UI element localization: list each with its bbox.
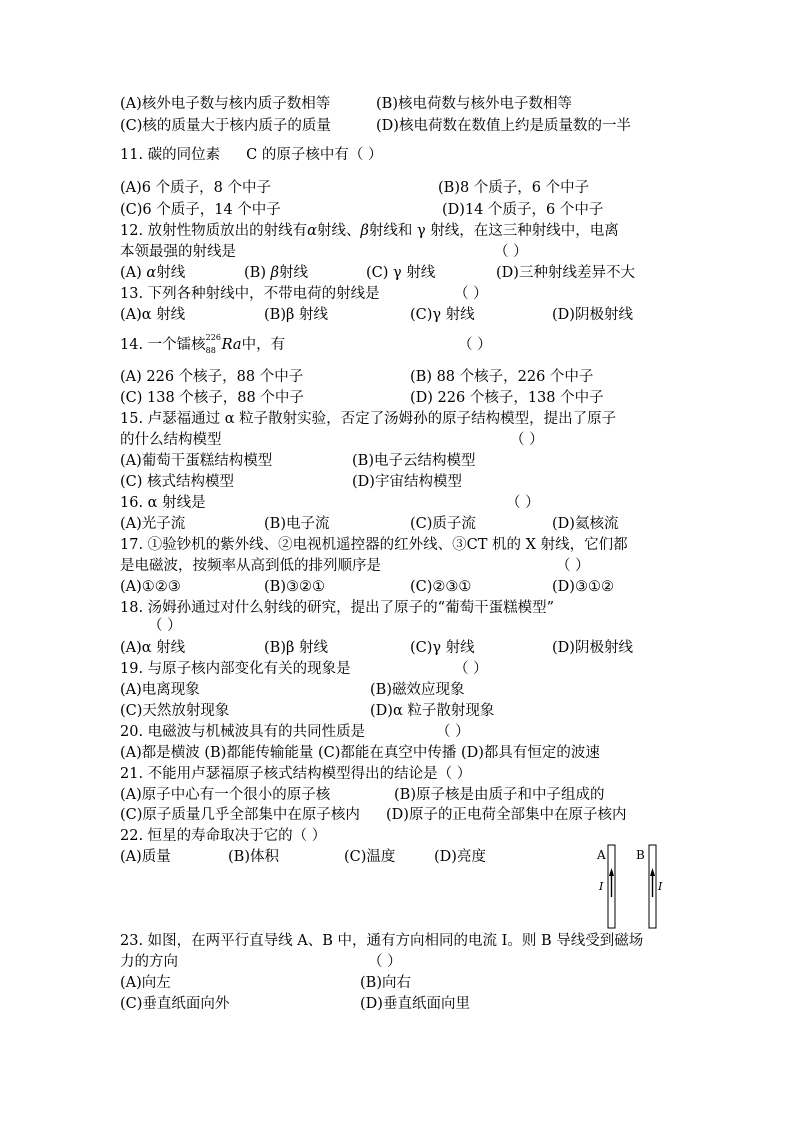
element-symbol: Ra — [221, 337, 242, 353]
q14-option-a: (A) 226 个核子，88 个中子 — [120, 369, 304, 385]
q13-option-a: (A)α 射线 — [120, 307, 186, 323]
q14-option-c: (C) 138 个核子，88 个中子 — [120, 390, 304, 406]
q15-option-a: (A)葡萄干蛋糕结构模型 — [120, 453, 273, 469]
q18-option-b: (B)β 射线 — [264, 640, 328, 656]
q19-answer-paren: （ ） — [454, 661, 488, 677]
q16-option-b: (B)电子流 — [264, 516, 330, 532]
q11-stem-post: C 的原子核中有（ ） — [246, 147, 383, 163]
q21-option-b: (B)原子核是由质子和中子组成的 — [394, 787, 605, 803]
q12-option-b — [244, 264, 308, 282]
q14-stem-post: 中，有 — [241, 337, 286, 353]
q17-stem-line1: 17. ①验钞机的紫外线、②电视机遥控器的红外线、③CT 机的 X 射线，它们都 — [120, 537, 628, 553]
q13-option-d: (D)阴极射线 — [552, 307, 633, 323]
q13-option-c: (C)γ 射线 — [410, 307, 475, 323]
q15-option-b: (B)电子云结构模型 — [352, 453, 476, 469]
q13-stem: 13. 下列各种射线中，不带电荷的射线是 — [120, 286, 380, 302]
q12-a-post: 射线 — [156, 265, 186, 281]
q11-stem — [120, 146, 382, 164]
q17-stem-line2: 是电磁波，按频率从高到低的排列顺序是 — [120, 558, 381, 574]
q19-option-c: (C)天然放射现象 — [120, 703, 230, 719]
current-a-label: I — [599, 880, 604, 893]
q17-option-a: (A)①②③ — [120, 579, 181, 595]
q17-option-d: (D)③①② — [552, 579, 614, 595]
q22-option-d: (D)亮度 — [434, 849, 486, 865]
q18-option-d: (D)阴极射线 — [552, 640, 633, 656]
q16-option-c: (C)质子流 — [410, 516, 476, 532]
q12-text-1: 12. 放射性物质放出的射线有 — [120, 223, 308, 239]
q23-option-b: (B)向右 — [360, 975, 411, 991]
q23-option-d: (D)垂直纸面向里 — [360, 996, 470, 1012]
q12-answer-paren: （ ） — [494, 244, 528, 260]
q16-stem: 16. α 射线是 — [120, 495, 206, 511]
q22-option-c: (C)温度 — [344, 849, 396, 865]
q21-option-a: (A)原子中心有一个很小的原子核 — [120, 787, 331, 803]
q20-answer-paren: （ ） — [436, 724, 470, 740]
q11-stem-pre: 11. 碳的同位素 — [120, 147, 221, 163]
q18-option-a: (A)α 射线 — [120, 640, 186, 656]
q15-option-c: (C) 核式结构模型 — [120, 474, 235, 490]
q14-option-d: (D) 226 个核子，138 个中子 — [410, 390, 604, 406]
q12-option-a — [120, 264, 185, 282]
q15-option-d: (D)宇宙结构模型 — [352, 474, 462, 490]
q12-stem-line1 — [120, 222, 619, 240]
radium-isotope — [205, 333, 222, 355]
q12-option-d: (D)三种射线差异不大 — [496, 265, 635, 281]
current-b-arrowhead-icon — [650, 868, 655, 876]
q22-stem: 22. 恒星的寿命取决于它的（ ） — [120, 828, 327, 844]
q21-option-d: (D)原子的正电荷全部集中在原子核内 — [386, 807, 627, 823]
atomic-number: 88 — [205, 346, 216, 355]
q11-option-d: (D)14 个质子，6 个中子 — [442, 202, 604, 218]
q22-option-b: (B)体积 — [228, 849, 279, 865]
q21-stem: 21. 不能用卢瑟福原子核式结构模型得出的结论是（ ） — [120, 766, 472, 782]
alpha-symbol: α — [307, 223, 317, 239]
q14-stem-pre: 14. 一个镭核 — [120, 337, 206, 353]
q18-stem: 18. 汤姆孙通过对什么射线的研究，提出了原子的“葡萄干蛋糕模型” — [120, 600, 554, 616]
q11-option-b: (B)8 个质子，6 个中子 — [438, 180, 590, 196]
q15-stem-line1: 15. 卢瑟福通过 α 粒子散射实验，否定了汤姆孙的原子结构模型，提出了原子 — [120, 411, 617, 427]
q14-option-b: (B) 88 个核子，226 个中子 — [410, 369, 594, 385]
mass-number: 226 — [205, 333, 221, 342]
current-a-arrowhead-icon — [609, 868, 614, 876]
q12-b-pre: (B) — [244, 265, 271, 281]
q19-option-a: (A)电离现象 — [120, 682, 200, 698]
q12-text-3: 射线和 γ 射线，在这三种射线中，电离 — [368, 223, 619, 239]
current-b-label: I — [658, 880, 663, 893]
q10-option-d: (D)核电荷数在数值上约是质量数的一半 — [376, 118, 631, 134]
q10-option-b: (B)核电荷数与核外电子数相等 — [376, 96, 572, 112]
q23-stem-line1: 23. 如图，在两平行直导线 A、B 中，通有方向相同的电流 I。则 B 导线受到磁场 — [120, 933, 644, 949]
q17-option-b: (B)③②① — [264, 579, 325, 595]
q19-option-d: (D)α 粒子散射现象 — [370, 703, 495, 719]
q20-options: (A)都是横波 (B)都能传输能量 (C)都能在真空中传播 (D)都具有恒定的波速 — [120, 745, 600, 761]
q13-answer-paren: （ ） — [454, 286, 488, 302]
q12-stem-line2: 本领最强的射线是 — [120, 244, 236, 260]
q19-option-b: (B)磁效应现象 — [370, 682, 465, 698]
q20-stem: 20. 电磁波与机械波具有的共同性质是 — [120, 724, 366, 740]
q11-option-a: (A)6 个质子，8 个中子 — [120, 180, 271, 196]
q15-stem-line2: 的什么结构模型 — [120, 432, 222, 448]
alpha-symbol: α — [146, 265, 157, 281]
q13-option-b: (B)β 射线 — [264, 307, 328, 323]
q12-option-c: (C) γ 射线 — [366, 265, 436, 281]
q22-option-a: (A)质量 — [120, 849, 171, 865]
q10-option-a: (A)核外电子数与核内质子数相等 — [120, 96, 331, 112]
q16-option-a: (A)光子流 — [120, 516, 186, 532]
q10-option-c: (C)核的质量大于核内质子的质量 — [120, 118, 331, 134]
q14-answer-paren: （ ） — [458, 337, 492, 353]
wire-b-label: B — [636, 848, 645, 862]
q23-stem-line2: 力的方向 — [120, 954, 178, 970]
q17-option-c: (C)②③① — [410, 579, 472, 595]
q12-b-post: 射线 — [278, 265, 308, 281]
q11-option-c: (C)6 个质子，14 个中子 — [120, 202, 281, 218]
q12-text-2: 射线、 — [316, 223, 361, 239]
q12-a-pre: (A) — [120, 265, 147, 281]
q17-answer-paren: （ ） — [556, 558, 590, 574]
beta-symbol: β — [270, 265, 279, 281]
q18-answer-paren: （ ） — [148, 618, 182, 634]
q23-answer-paren: （ ） — [368, 954, 402, 970]
wire-a-label: A — [597, 848, 606, 862]
q23-option-a: (A)向左 — [120, 975, 171, 991]
q16-option-d: (D)氦核流 — [552, 516, 619, 532]
beta-symbol: β — [360, 223, 369, 239]
q18-option-c: (C)γ 射线 — [410, 640, 475, 656]
q19-stem: 19. 与原子核内部变化有关的现象是 — [120, 661, 351, 677]
q23-option-c: (C)垂直纸面向外 — [120, 996, 230, 1012]
q14-stem — [120, 333, 286, 355]
q15-answer-paren: （ ） — [510, 432, 544, 448]
parallel-wires-figure — [594, 842, 666, 932]
q21-option-c: (C)原子质量几乎全部集中在原子核内 — [120, 807, 360, 823]
q16-answer-paren: （ ） — [506, 495, 540, 511]
